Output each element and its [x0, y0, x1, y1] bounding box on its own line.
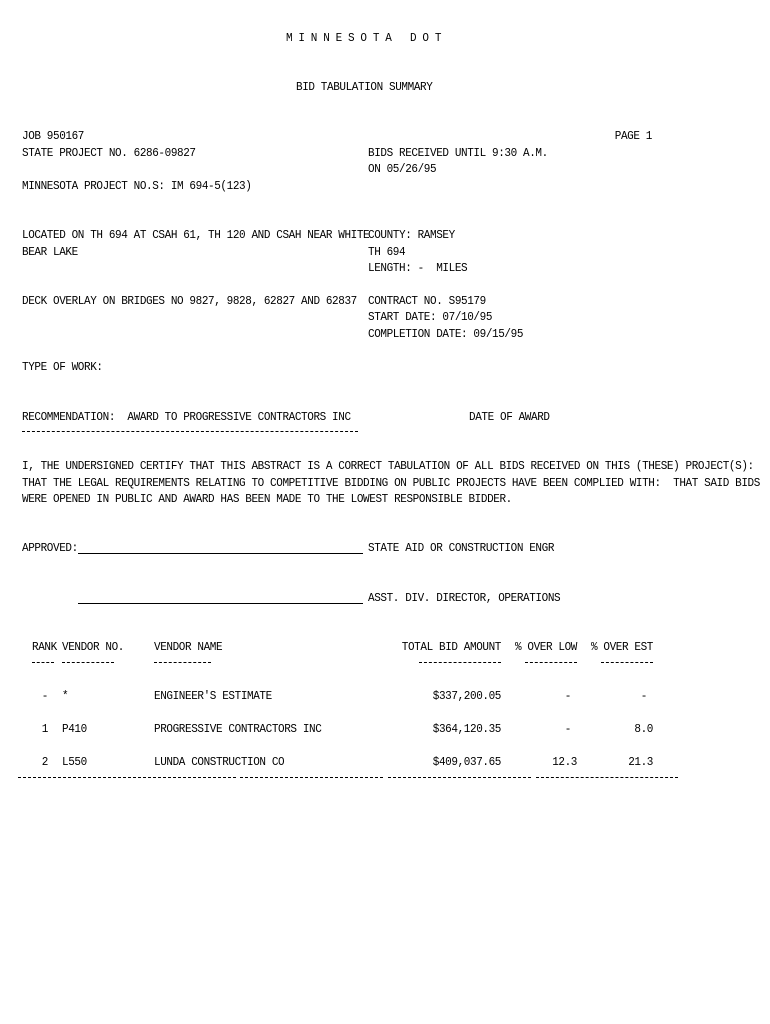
signer-1-title: STATE AID OR CONSTRUCTION ENGR	[368, 542, 555, 556]
bottom-rule-segment-1	[18, 777, 236, 778]
row-vendor-name: PROGRESSIVE CONTRACTORS INC	[154, 723, 322, 737]
approved-label: APPROVED:	[22, 542, 78, 556]
signature-line-1	[78, 553, 363, 554]
report-title: BID TABULATION SUMMARY	[296, 81, 433, 95]
location-line-2: BEAR LAKE	[22, 246, 78, 260]
row-over-est: 21.3	[628, 756, 653, 770]
type-of-work: TYPE OF WORK:	[22, 361, 103, 375]
row-over-low: 12.3	[552, 756, 577, 770]
county: COUNTY: RAMSEY	[368, 229, 455, 243]
header-vendor-no: VENDOR NO.	[62, 641, 125, 655]
route: TH 694	[368, 246, 406, 260]
row-over-low: -	[564, 690, 571, 704]
row-vendor-name: ENGINEER'S ESTIMATE	[154, 690, 272, 704]
bottom-rule-segment-3	[388, 777, 531, 778]
row-rank: 2	[41, 756, 48, 770]
row-over-est: -	[640, 690, 647, 704]
completion-date: COMPLETION DATE: 09/15/95	[368, 328, 524, 342]
recommendation: RECOMMENDATION: AWARD TO PROGRESSIVE CONTRACTORS INC	[22, 411, 351, 425]
header-total-bid-amount: TOTAL BID AMOUNT	[401, 641, 501, 655]
state-project-number: STATE PROJECT NO. 6286-09827	[22, 147, 196, 161]
row-vendor-no: L550	[62, 756, 87, 770]
header-over-est: % OVER EST	[590, 641, 653, 655]
bottom-rule-segment-4	[536, 777, 678, 778]
row-total: $409,037.65	[432, 756, 501, 770]
page-number: PAGE 1	[614, 130, 652, 144]
certification-line-3: WERE OPENED IN PUBLIC AND AWARD HAS BEEN MADE TO THE LOWEST RESPONSIBLE BIDDER.	[22, 493, 512, 507]
row-vendor-name: LUNDA CONSTRUCTION CO	[154, 756, 285, 770]
row-total: $364,120.35	[432, 723, 501, 737]
header-over-low: % OVER LOW	[514, 641, 577, 655]
bids-received-date: ON 05/26/95	[368, 163, 437, 177]
row-rank: -	[41, 690, 48, 704]
row-vendor-no: P410	[62, 723, 87, 737]
row-vendor-no: *	[62, 690, 69, 704]
header-rank: RANK	[32, 641, 57, 655]
minnesota-project-numbers: MINNESOTA PROJECT NO.S: IM 694-5(123)	[22, 180, 252, 194]
signature-line-2	[78, 603, 363, 604]
row-rank: 1	[41, 723, 48, 737]
start-date: START DATE: 07/10/95	[368, 311, 493, 325]
project-description: DECK OVERLAY ON BRIDGES NO 9827, 9828, 62827 AND 62837	[22, 295, 357, 309]
date-of-award: DATE OF AWARD	[469, 411, 550, 425]
job-number: JOB 950167	[22, 130, 85, 144]
underline-vendor-no	[62, 662, 114, 663]
underline-over-est	[601, 662, 653, 663]
location-line-1: LOCATED ON TH 694 AT CSAH 61, TH 120 AND CSAH NEAR WHITE	[22, 229, 370, 243]
underline-rank	[32, 662, 54, 663]
underline-total	[419, 662, 501, 663]
recommendation-divider	[22, 431, 358, 432]
row-over-est: 8.0	[634, 723, 653, 737]
underline-vendor-name	[154, 662, 211, 663]
bottom-rule-segment-2	[240, 777, 383, 778]
certification-line-1: I, THE UNDERSIGNED CERTIFY THAT THIS ABSTRACT IS A CORRECT TABULATION OF ALL BIDS RECEIVED ON THIS (THESE) PROJECT(S):	[22, 460, 754, 474]
length: LENGTH: - MILES	[368, 262, 468, 276]
bids-received-time: BIDS RECEIVED UNTIL 9:30 A.M.	[368, 147, 548, 161]
contract-number: CONTRACT NO. S95179	[368, 295, 486, 309]
row-over-low: -	[564, 723, 571, 737]
underline-over-low	[525, 662, 577, 663]
agency-title: M I N N E S O T A D O T	[286, 32, 442, 46]
row-total: $337,200.05	[432, 690, 501, 704]
signer-2-title: ASST. DIV. DIRECTOR, OPERATIONS	[368, 592, 561, 606]
certification-line-2: THAT THE LEGAL REQUIREMENTS RELATING TO COMPETITIVE BIDDING ON PUBLIC PROJECTS HAVE BEEN COMPLIED WITH: THAT SAID BIDS	[22, 477, 760, 491]
header-vendor-name: VENDOR NAME	[154, 641, 223, 655]
